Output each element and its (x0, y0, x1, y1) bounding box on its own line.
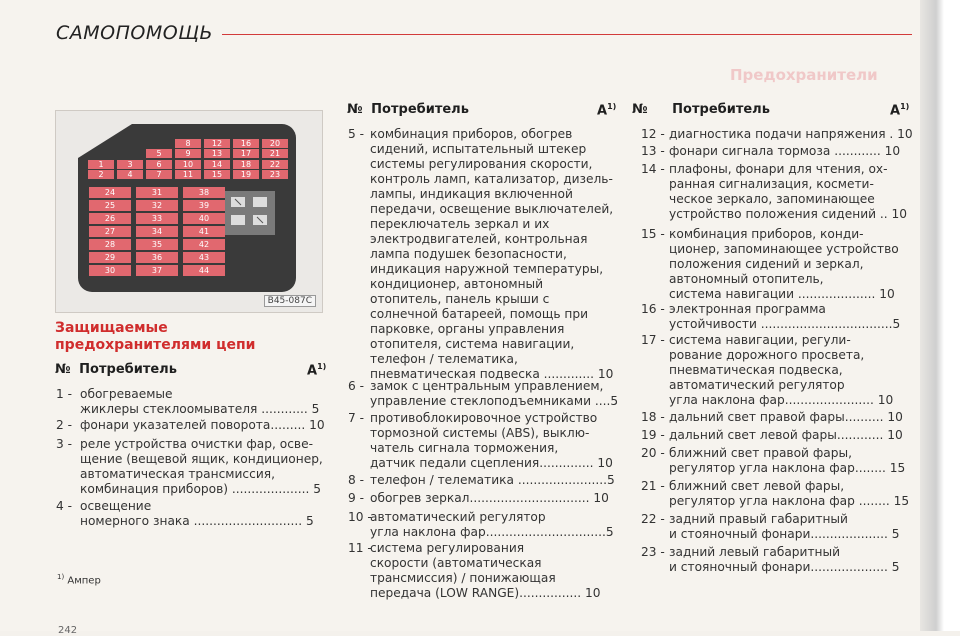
fuse-29: 29 (89, 252, 131, 263)
fuse-22: 22 (262, 160, 288, 169)
fuse-1: 1 (88, 160, 114, 169)
entry-text-line: автономный отопитель, (669, 272, 824, 286)
consumer-column-label: Потребитель (79, 362, 177, 377)
fuse-20: 20 (262, 139, 288, 148)
fuse-3: 3 (117, 160, 143, 169)
fuse-15: 15 (204, 170, 230, 179)
entry-text-line: управление стеклоподъемниками ....5 (370, 394, 619, 408)
entry-text-line: дальний свет левой фары............ 10 (669, 428, 903, 442)
entry-text-line: системы регулирования скорости, (370, 157, 593, 171)
fuse-5: 5 (146, 149, 172, 158)
entry-text-line: электродвигателей, контрольная (370, 232, 588, 246)
fuse-26: 26 (89, 213, 131, 224)
entry-text-line: жиклеры стеклоомывателя ............ 5 (80, 402, 320, 416)
entry-text-line: кондиционер, автономный (370, 277, 544, 291)
entry-text-line: отопитель, панель крыши с (370, 292, 550, 306)
relay-area (225, 191, 275, 235)
entry-text-line: ближний свет левой фары, (669, 479, 845, 493)
entry-text-line: ранная сигнализация, космети- (669, 177, 874, 191)
fuse-number: 16 - (641, 302, 665, 316)
entry-text-line: ционер, запоминающее устройство (669, 242, 899, 256)
fuse-4: 4 (117, 170, 143, 179)
entry-text-line: рование дорожного просвета, (669, 348, 865, 362)
column3-header (632, 102, 917, 117)
fuse-number: 20 - (641, 446, 665, 460)
entry-text-line: фонари указателей поворота......... 10 (80, 418, 325, 432)
fuse-number: 23 - (641, 545, 665, 559)
entry-text-line: устройство положения сидений .. 10 (669, 207, 908, 221)
fuse-11: 11 (175, 170, 201, 179)
fuse-number: 12 - (641, 127, 665, 141)
entry-text-line: пневматическая подвеска ............. 10 (370, 367, 614, 381)
fuse-number: 4 - (56, 499, 73, 513)
entry-text-line: автоматическая трансмиссия, (80, 467, 275, 481)
number-column-label: № (347, 102, 363, 117)
consumer-column-label: Потребитель (672, 102, 770, 117)
entry-text-line: система навигации, регули- (669, 333, 851, 347)
entry-text-line: плафоны, фонари для чтения, ох- (669, 162, 888, 176)
fuse-6: 6 (146, 160, 172, 169)
entry-text-line: датчик педали сцепления.............. 10 (370, 456, 613, 470)
fuse-34: 34 (136, 226, 178, 237)
fuse-35: 35 (136, 239, 178, 250)
entry-text-line: сидений, испытательный штекер (370, 142, 587, 156)
fuse-number: 19 - (641, 428, 665, 442)
entry-text-line: автоматический регулятор (370, 510, 546, 524)
fuse-28: 28 (89, 239, 131, 250)
fuse-2: 2 (88, 170, 114, 179)
entry-text-line: телефон / телематика .......................5 (370, 473, 615, 487)
fuse-7: 7 (146, 170, 172, 179)
fuse-17: 17 (233, 149, 259, 158)
entry-text-line: пневматическая подвеска, (669, 363, 843, 377)
entry-text-line: регулятор угла наклона фар ........ 15 (669, 494, 910, 508)
amp-column-label: $A^{1)}$ (597, 102, 617, 119)
entry-text-line: индикация наружной температуры, (370, 262, 604, 276)
fuse-number: 14 - (641, 162, 665, 176)
fuse-number: 5 - (348, 127, 365, 141)
footnote: $^{1)}$ Ампер (57, 573, 101, 587)
ghost-through-text: Предохранители (730, 66, 878, 84)
fuse-13: 13 (204, 149, 230, 158)
fuse-box-illustration (55, 110, 323, 313)
page-number: 242 (58, 625, 78, 636)
entry-text-line: комбинация приборов) .................... 5 (80, 482, 322, 496)
fuse-number: 3 - (56, 437, 73, 451)
entry-text-line: переключатель зеркал и их (370, 217, 550, 231)
entry-text-line: диагностика подачи напряжения . 10 (669, 127, 913, 141)
entry-text-line: щение (вещевой ящик, кондиционер, (80, 452, 323, 466)
fuse-33: 33 (136, 213, 178, 224)
entry-text-line: автоматический регулятор (669, 378, 845, 392)
fuse-19: 19 (233, 170, 259, 179)
illustration-code: B45-087C (264, 295, 316, 307)
fuse-41: 41 (183, 226, 225, 237)
entry-text-line: скорости (автоматическая (370, 556, 542, 570)
fuse-27: 27 (89, 226, 131, 237)
fuse-number: 10 - (348, 510, 372, 524)
fuse-37: 37 (136, 265, 178, 276)
entry-text-line: отопителя, система навигации, (370, 337, 575, 351)
entry-text-line: фонари сигнала тормоза ............ 10 (669, 144, 901, 158)
fuse-number: 1 - (56, 387, 73, 401)
fuse-9: 9 (175, 149, 201, 158)
fuse-number: 6 - (348, 379, 365, 393)
relay-icon (225, 191, 275, 235)
title-rule (222, 34, 912, 35)
fuse-box-corner (78, 124, 132, 158)
page-edge (920, 0, 960, 631)
fuse-number: 15 - (641, 227, 665, 241)
entry-text-line: угла наклона фар....................... 10 (669, 393, 894, 407)
fuse-14: 14 (204, 160, 230, 169)
entry-text-line: обогрев зеркал............................... 10 (370, 491, 609, 505)
fuse-number: 11 - (348, 541, 372, 555)
fuse-18: 18 (233, 160, 259, 169)
entry-text-line: лампы, индикация включенной (370, 187, 573, 201)
fuse-number: 17 - (641, 333, 665, 347)
amp-column-label: $A^{1)}$ (890, 102, 910, 119)
fuse-number: 21 - (641, 479, 665, 493)
entry-text-line: задний левый габаритный (669, 545, 841, 559)
fuse-8: 8 (175, 139, 201, 148)
entry-text-line: задний правый габаритный (669, 512, 848, 526)
entry-text-line: чатель сигнала торможения, (370, 441, 559, 455)
entry-text-line: обогреваемые (80, 387, 173, 401)
entry-text-line: противоблокировочное устройство (370, 411, 598, 425)
fuse-25: 25 (89, 200, 131, 211)
entry-text-line: ближний свет правой фары, (669, 446, 852, 460)
entry-text-line: замок с центральным управлением, (370, 379, 604, 393)
fuse-24: 24 (89, 187, 131, 198)
entry-text-line: тормозной системы (ABS), выклю- (370, 426, 590, 440)
entry-text-line: положения сидений и зеркал, (669, 257, 864, 271)
column2-header (347, 102, 623, 117)
entry-text-line: солнечной батареей, помощь при (370, 307, 589, 321)
entry-text-line: номерного знака ............................ 5 (80, 514, 314, 528)
fuse-number: 8 - (348, 473, 365, 487)
fuse-44: 44 (183, 265, 225, 276)
section-title-line1: Защищаемые (55, 320, 168, 336)
entry-text-line: комбинация приборов, конди- (669, 227, 864, 241)
fuse-12: 12 (204, 139, 230, 148)
fuse-30: 30 (89, 265, 131, 276)
entry-text-line: трансмиссия) / понижающая (370, 571, 556, 585)
fuse-40: 40 (183, 213, 225, 224)
entry-text-line: телефон / телематика, (370, 352, 518, 366)
fuse-16: 16 (233, 139, 259, 148)
entry-text-line: комбинация приборов, обогрев (370, 127, 573, 141)
fuse-number: 9 - (348, 491, 365, 505)
entry-text-line: лампа подушек безопасности, (370, 247, 567, 261)
entry-text-line: передача (LOW RANGE)................ 10 (370, 586, 601, 600)
page-title: САМОПОМОЩЬ (56, 22, 214, 44)
amp-column-label: $A^{1)}$ (307, 362, 327, 379)
entry-text-line: освещение (80, 499, 152, 513)
fuse-36: 36 (136, 252, 178, 263)
fuse-number: 18 - (641, 410, 665, 424)
entry-text-line: угла наклона фар...............................5 (370, 525, 614, 539)
entry-text-line: дальний свет правой фары.......... 10 (669, 410, 903, 424)
fuse-42: 42 (183, 239, 225, 250)
fuse-39: 39 (183, 200, 225, 211)
fuse-31: 31 (136, 187, 178, 198)
fuse-number: 22 - (641, 512, 665, 526)
fuse-10: 10 (175, 160, 201, 169)
fuse-38: 38 (183, 187, 225, 198)
fuse-32: 32 (136, 200, 178, 211)
entry-text-line: электронная программа (669, 302, 826, 316)
number-column-label: № (632, 102, 648, 117)
consumer-column-label: Потребитель (371, 102, 469, 117)
entry-text-line: и стояночный фонари.................... 5 (669, 527, 900, 541)
number-column-label: № (55, 362, 71, 377)
entry-text-line: ческое зеркало, запоминающее (669, 192, 875, 206)
entry-text-line: контроль ламп, катализатор, дизель- (370, 172, 613, 186)
entry-text-line: система регулирования (370, 541, 525, 555)
section-title (55, 320, 255, 354)
entry-text-line: передачи, освещение выключателей, (370, 202, 614, 216)
fuse-23: 23 (262, 170, 288, 179)
fuse-43: 43 (183, 252, 225, 263)
entry-text-line: реле устройства очистки фар, осве- (80, 437, 313, 451)
fuse-number: 2 - (56, 418, 73, 432)
fuse-21: 21 (262, 149, 288, 158)
section-title-line2: предохранителями цепи (55, 337, 256, 353)
column1-header (55, 362, 325, 377)
entry-text-line: регулятор угла наклона фар........ 15 (669, 461, 906, 475)
fuse-number: 7 - (348, 411, 365, 425)
fuse-number: 13 - (641, 144, 665, 158)
entry-text-line: устойчивости ..................................5 (669, 317, 901, 331)
entry-text-line: и стояночный фонари.................... 5 (669, 560, 900, 574)
entry-text-line: система навигации .................... 10 (669, 287, 895, 301)
entry-text-line: парковке, органы управления (370, 322, 565, 336)
